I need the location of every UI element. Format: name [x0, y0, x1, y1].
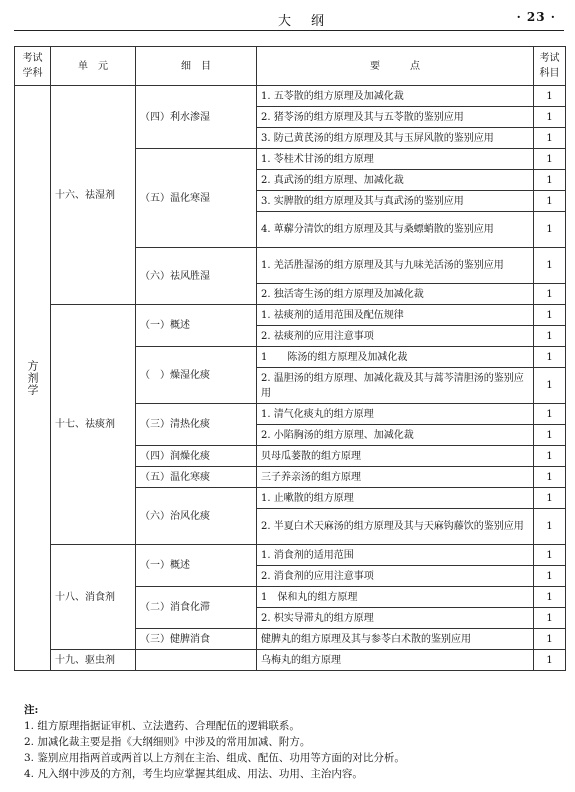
score-cell: 1 [534, 107, 566, 128]
item-cell: （ ）燥湿化痰 [136, 347, 257, 404]
score-cell: 1 [534, 404, 566, 425]
score-cell: 1 [534, 191, 566, 212]
point-cell: 2. 猪苓汤的组方原理及其与五苓散的鉴别应用 [257, 107, 534, 128]
score-cell: 1 [534, 128, 566, 149]
score-cell: 1 [534, 284, 566, 305]
note-item: 3. 鉴别应用指两首或两首以上方剂在主治、组成、配伍、功用等方面的对比分析。 [24, 752, 405, 764]
item-cell: （一）概述 [136, 545, 257, 587]
point-cell: 贝母瓜蒌散的组方原理 [257, 446, 534, 467]
point-cell: 2. 枳实导滞丸的组方原理 [257, 608, 534, 629]
column-header: 单 元 [51, 47, 136, 86]
item-cell: （三）健脾消食 [136, 629, 257, 650]
point-cell: 1 保和丸的组方原理 [257, 587, 534, 608]
point-cell: 健脾丸的组方原理及其与参苓白术散的鉴别应用 [257, 629, 534, 650]
note-item: 4. 凡入纲中涉及的方剂，考生均应掌握其组成、用法、功用、主治内容。 [24, 768, 363, 780]
point-cell: 3. 防己黄芪汤的组方原理及其与玉屏风散的鉴别应用 [257, 128, 534, 149]
item-cell: （四）利水渗湿 [136, 86, 257, 149]
point-cell: 1. 消食剂的适用范围 [257, 545, 534, 566]
point-cell: 2. 真武汤的组方原理、加减化裁 [257, 170, 534, 191]
point-cell: 4. 萆薢分清饮的组方原理及其与桑螵蛸散的鉴别应用 [257, 212, 534, 248]
score-cell: 1 [534, 446, 566, 467]
score-cell: 1 [534, 488, 566, 509]
score-cell: 1 [534, 248, 566, 284]
item-cell: （五）温化寒湿 [136, 149, 257, 248]
point-cell: 2. 温胆汤的组方原理、加减化裁及其与蒿芩清胆汤的鉴别应用 [257, 368, 534, 404]
syllabus-table [14, 46, 566, 671]
point-cell: 1. 止嗽散的组方原理 [257, 488, 534, 509]
score-cell: 1 [534, 170, 566, 191]
point-cell: 2. 半夏白术天麻汤的组方原理及其与天麻钩藤饮的鉴别应用 [257, 509, 534, 545]
subject-cell: 方剂学 [15, 86, 51, 671]
point-cell: 1 陈汤的组方原理及加减化裁 [257, 347, 534, 368]
score-cell: 1 [534, 629, 566, 650]
unit-cell: 十六、祛湿剂 [51, 86, 136, 305]
point-cell: 1. 羌活胜湿汤的组方原理及其与九味羌活汤的鉴别应用 [257, 248, 534, 284]
column-header: 考试学科 [15, 47, 51, 86]
score-cell: 1 [534, 212, 566, 248]
notes-section [24, 702, 554, 782]
table-header-row [15, 47, 566, 86]
score-cell: 1 [534, 425, 566, 446]
item-cell: （一）概述 [136, 305, 257, 347]
page-title: 大纲 [278, 14, 345, 29]
unit-cell: 十九、驱虫剂 [51, 650, 136, 671]
point-cell: 1. 五苓散的组方原理及加减化裁 [257, 86, 534, 107]
column-header: 要 点 [257, 47, 534, 86]
item-cell: （五）温化寒痰 [136, 467, 257, 488]
score-cell: 1 [534, 608, 566, 629]
point-cell: 1. 清气化痰丸的组方原理 [257, 404, 534, 425]
unit-cell: 十八、消食剂 [51, 545, 136, 650]
item-cell: （六）祛风胜湿 [136, 248, 257, 305]
page-number: · 23 · [516, 10, 556, 24]
column-header: 细 目 [136, 47, 257, 86]
item-cell: （三）清热化痰 [136, 404, 257, 446]
score-cell: 1 [534, 587, 566, 608]
point-cell: 三子养亲汤的组方原理 [257, 467, 534, 488]
point-cell: 1. 苓桂术甘汤的组方原理 [257, 149, 534, 170]
score-cell: 1 [534, 149, 566, 170]
point-cell: 1. 祛痰剂的适用范围及配伍规律 [257, 305, 534, 326]
note-item: 1. 组方原理指据证审机、立法遣药、合理配伍的逻辑联系。 [24, 720, 300, 732]
score-cell: 1 [534, 326, 566, 347]
notes-title: 注: [24, 704, 39, 716]
item-cell: （二）消食化滞 [136, 587, 257, 629]
table-row [15, 650, 566, 671]
score-cell: 1 [534, 368, 566, 404]
score-cell: 1 [534, 650, 566, 671]
page-header [14, 8, 564, 31]
point-cell: 2. 独活寄生汤的组方原理及加减化裁 [257, 284, 534, 305]
table-row [15, 545, 566, 566]
item-cell: （六）治风化痰 [136, 488, 257, 545]
score-cell: 1 [534, 545, 566, 566]
score-cell: 1 [534, 305, 566, 326]
point-cell: 乌梅丸的组方原理 [257, 650, 534, 671]
point-cell: 2. 消食剂的应用注意事项 [257, 566, 534, 587]
score-cell: 1 [534, 86, 566, 107]
column-header: 考试科目 [534, 47, 566, 86]
table-row [15, 86, 566, 107]
point-cell: 2. 祛痰剂的应用注意事项 [257, 326, 534, 347]
point-cell: 3. 实脾散的组方原理及其与真武汤的鉴别应用 [257, 191, 534, 212]
unit-cell: 十七、祛痰剂 [51, 305, 136, 545]
item-cell: （四）润燥化痰 [136, 446, 257, 467]
table-row [15, 305, 566, 326]
score-cell: 1 [534, 509, 566, 545]
point-cell: 2. 小陷胸汤的组方原理、加减化裁 [257, 425, 534, 446]
note-item: 2. 加减化裁主要是指《大纲细则》中涉及的常用加减、附方。 [24, 736, 311, 748]
item-cell [136, 650, 257, 671]
score-cell: 1 [534, 566, 566, 587]
score-cell: 1 [534, 347, 566, 368]
score-cell: 1 [534, 467, 566, 488]
